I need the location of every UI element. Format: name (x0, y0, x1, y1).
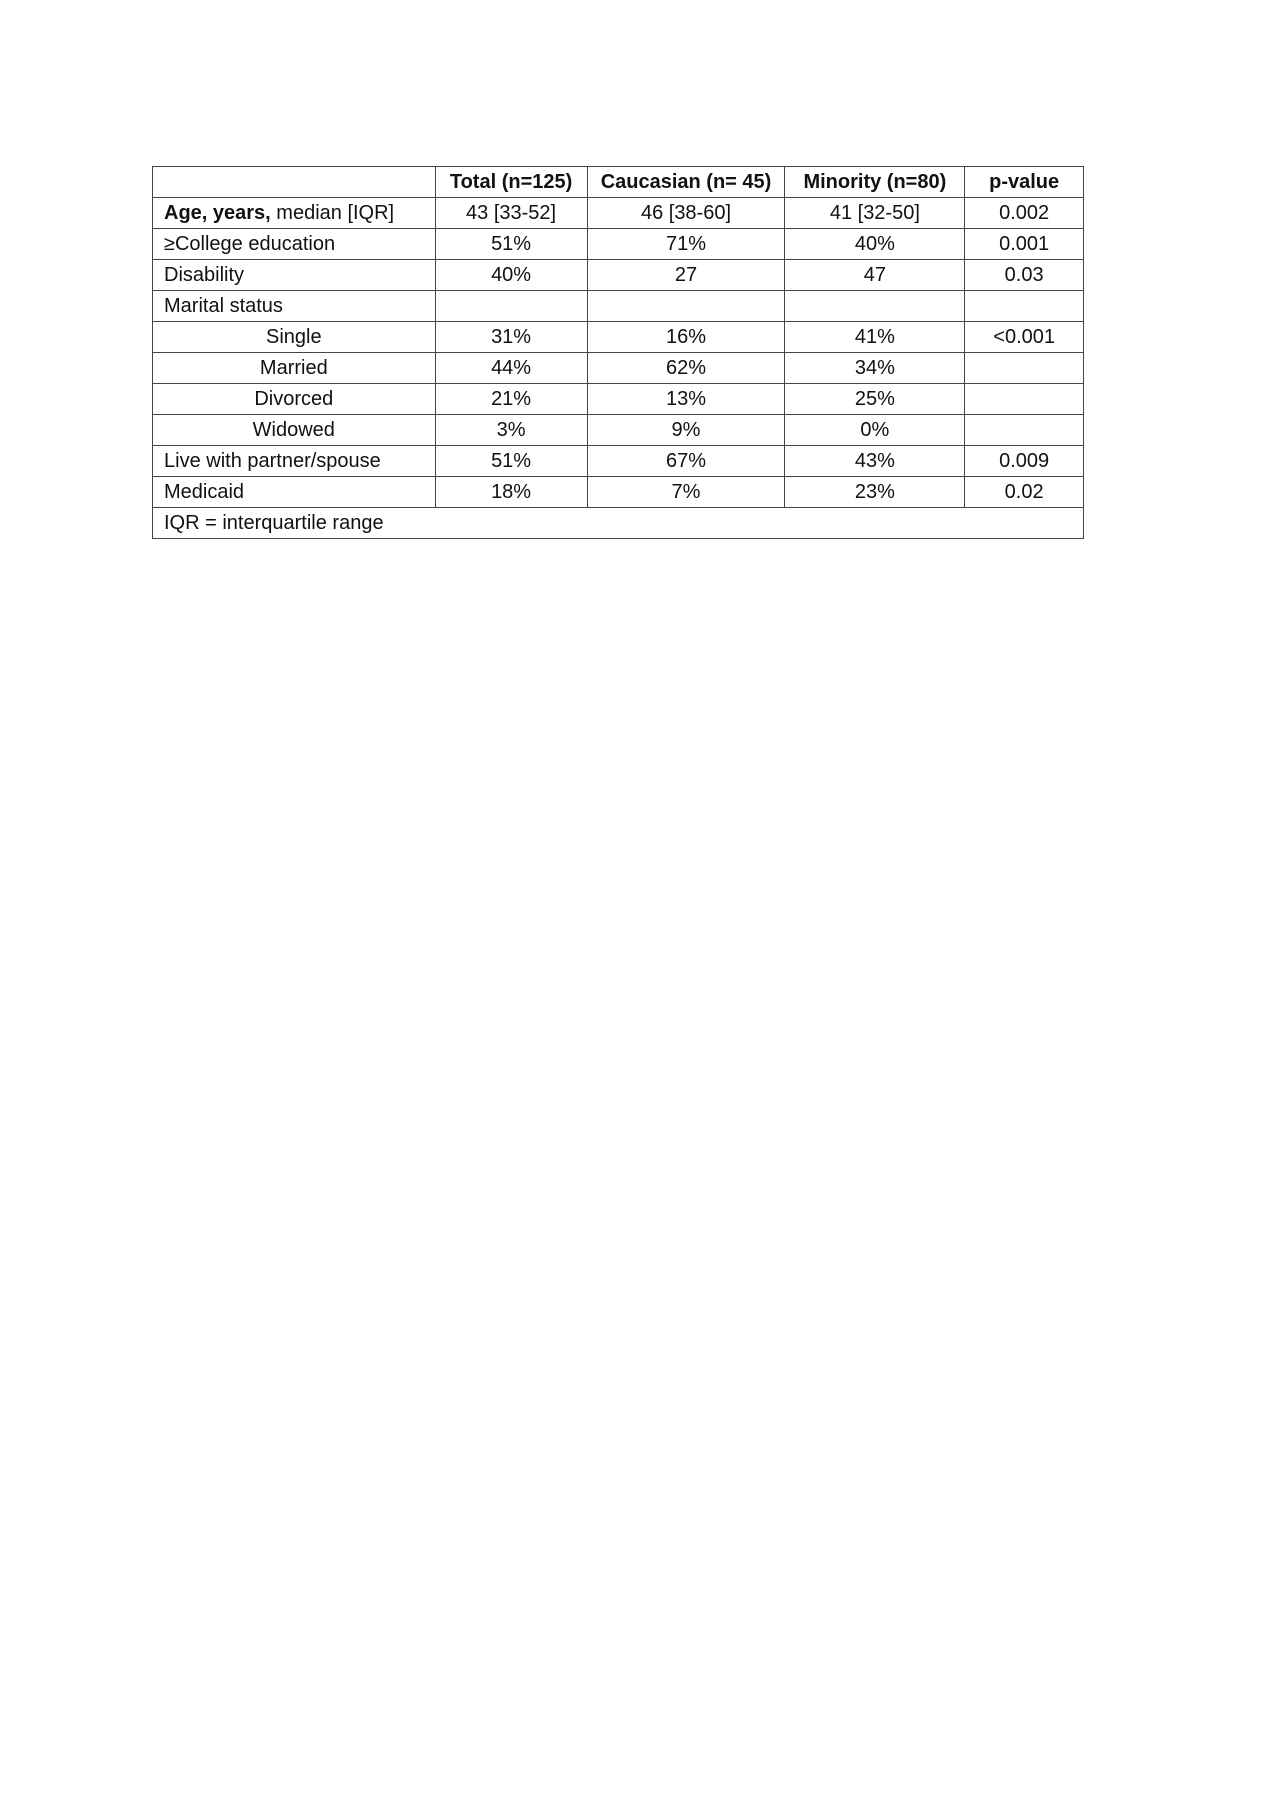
table-row (153, 291, 1084, 322)
cell-total: 18% (435, 477, 587, 508)
row-label-married: Married (153, 353, 436, 384)
demographics-table (152, 166, 1084, 539)
row-label-marital-status: Marital status (153, 291, 436, 322)
cell-p-value (965, 353, 1084, 384)
header-cell-total: Total (n=125) (435, 167, 587, 198)
cell-total: 21% (435, 384, 587, 415)
cell-caucasian: 7% (587, 477, 785, 508)
cell-p-value (965, 415, 1084, 446)
table-row (153, 415, 1084, 446)
row-label-rest: median [IQR] (270, 202, 395, 224)
cell-p-value: 0.02 (965, 477, 1084, 508)
cell-minority: 41% (785, 322, 965, 353)
header-cell-caucasian: Caucasian (n= 45) (587, 167, 785, 198)
cell-minority: 43% (785, 446, 965, 477)
header-cell-p-value: p-value (965, 167, 1084, 198)
cell-total: 51% (435, 229, 587, 260)
cell-caucasian: 67% (587, 446, 785, 477)
cell-minority: 40% (785, 229, 965, 260)
table-footnote-row (153, 508, 1084, 539)
cell-minority: 23% (785, 477, 965, 508)
table-row (153, 229, 1084, 260)
cell-caucasian: 27 (587, 260, 785, 291)
cell-p-value: 0.009 (965, 446, 1084, 477)
table-footnote: IQR = interquartile range (153, 508, 1084, 539)
table-row (153, 446, 1084, 477)
row-label-college: ≥College education (153, 229, 436, 260)
cell-caucasian: 16% (587, 322, 785, 353)
table-row (153, 198, 1084, 229)
cell-total: 40% (435, 260, 587, 291)
row-label-bold: Age, years, (164, 202, 271, 224)
cell-p-value: 0.001 (965, 229, 1084, 260)
cell-caucasian: 62% (587, 353, 785, 384)
row-label-divorced: Divorced (153, 384, 436, 415)
cell-minority: 25% (785, 384, 965, 415)
cell-caucasian: 9% (587, 415, 785, 446)
cell-total (435, 291, 587, 322)
cell-minority: 34% (785, 353, 965, 384)
cell-total: 43 [33-52] (435, 198, 587, 229)
table-row (153, 384, 1084, 415)
cell-caucasian: 71% (587, 229, 785, 260)
cell-minority: 47 (785, 260, 965, 291)
cell-p-value (965, 291, 1084, 322)
cell-total: 31% (435, 322, 587, 353)
table-header-row (153, 167, 1084, 198)
cell-minority: 41 [32-50] (785, 198, 965, 229)
table-row (153, 260, 1084, 291)
row-label-single: Single (153, 322, 436, 353)
cell-total: 44% (435, 353, 587, 384)
table-row (153, 353, 1084, 384)
cell-total: 3% (435, 415, 587, 446)
table-row (153, 322, 1084, 353)
row-label-medicaid: Medicaid (153, 477, 436, 508)
cell-minority: 0% (785, 415, 965, 446)
row-label-widowed: Widowed (153, 415, 436, 446)
header-cell-blank (153, 167, 436, 198)
cell-caucasian: 13% (587, 384, 785, 415)
cell-total: 51% (435, 446, 587, 477)
cell-p-value (965, 384, 1084, 415)
row-label-live-with-partner: Live with partner/spouse (153, 446, 436, 477)
cell-caucasian (587, 291, 785, 322)
cell-p-value: 0.002 (965, 198, 1084, 229)
cell-p-value: <0.001 (965, 322, 1084, 353)
row-label-age (153, 198, 436, 229)
cell-p-value: 0.03 (965, 260, 1084, 291)
header-cell-minority: Minority (n=80) (785, 167, 965, 198)
row-label-disability: Disability (153, 260, 436, 291)
cell-caucasian: 46 [38-60] (587, 198, 785, 229)
table-row (153, 477, 1084, 508)
cell-minority (785, 291, 965, 322)
